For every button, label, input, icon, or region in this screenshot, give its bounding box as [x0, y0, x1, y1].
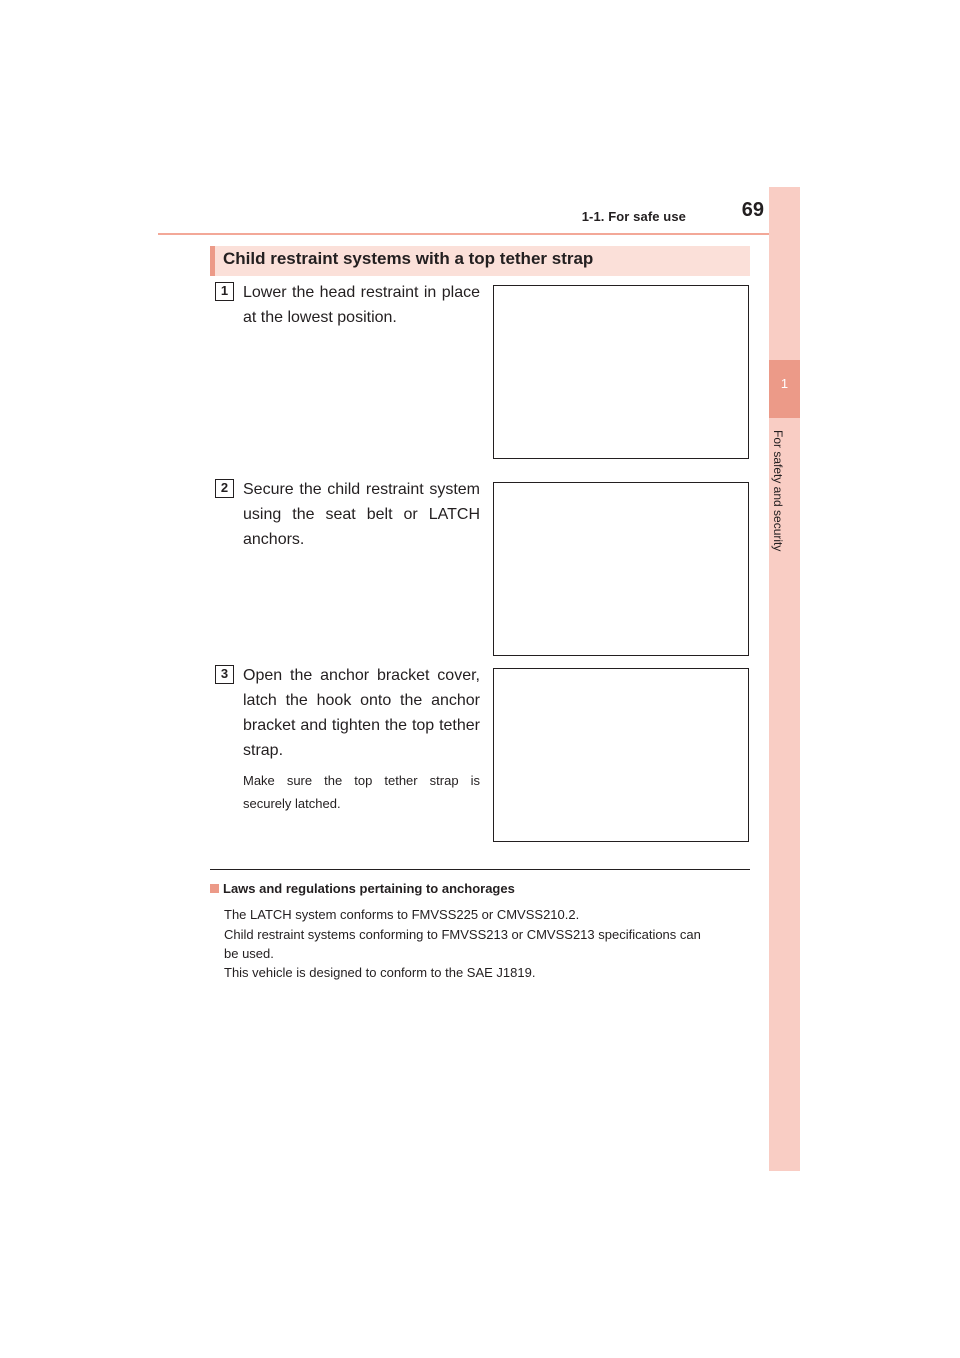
notes-divider	[210, 869, 750, 870]
step-3-note-line: Make sure the top tether strap is	[243, 773, 480, 788]
notes-title-text: Laws and regulations pertaining to anchorages	[223, 881, 515, 896]
notes-line: Child restraint systems conforming to FMVSS213 or CMVSS213 specifications can	[224, 927, 701, 942]
notes-line: The LATCH system conforms to FMVSS225 or CMVSS210.2.	[224, 907, 580, 922]
step-number-1: 1	[215, 282, 234, 301]
step-1-illustration	[493, 285, 749, 459]
step-3-text	[243, 663, 480, 763]
step-3-illustration	[493, 668, 749, 842]
chapter-side-tab	[769, 187, 800, 1171]
notes-title	[210, 881, 515, 896]
step-2-text	[243, 477, 480, 552]
step-1-line: at the lowest position.	[243, 309, 397, 326]
step-3-note	[243, 769, 480, 815]
step-number-2: 2	[215, 479, 234, 498]
step-number-3: 3	[215, 665, 234, 684]
step-2-line: anchors.	[243, 531, 305, 548]
step-3-line: latch the hook onto the anchor	[243, 692, 480, 709]
square-bullet-icon	[210, 884, 219, 893]
step-3-note-line: securely latched.	[243, 796, 341, 811]
notes-line: This vehicle is designed to conform to the SAE J1819.	[224, 965, 536, 980]
chapter-title: For safety and security	[771, 430, 785, 552]
step-3-line: bracket and tighten the top tether	[243, 717, 480, 734]
header-divider	[158, 233, 800, 235]
step-3-line: strap.	[243, 742, 284, 759]
chapter-number: 1	[780, 376, 789, 391]
section-title: Child restraint systems with a top tether strap	[223, 249, 594, 268]
step-3-line: Open the anchor bracket cover,	[243, 667, 480, 684]
page-number: 69	[741, 199, 764, 221]
step-2-illustration	[493, 482, 749, 656]
notes-line: be used.	[224, 946, 274, 961]
section-label: 1-1. For safe use	[581, 209, 686, 224]
step-2-line: using the seat belt or LATCH	[243, 506, 480, 523]
step-1-text	[243, 280, 480, 330]
step-2-line: Secure the child restraint system	[243, 481, 480, 498]
step-1-line: Lower the head restraint in place	[243, 284, 480, 301]
section-heading-accent	[210, 246, 215, 276]
